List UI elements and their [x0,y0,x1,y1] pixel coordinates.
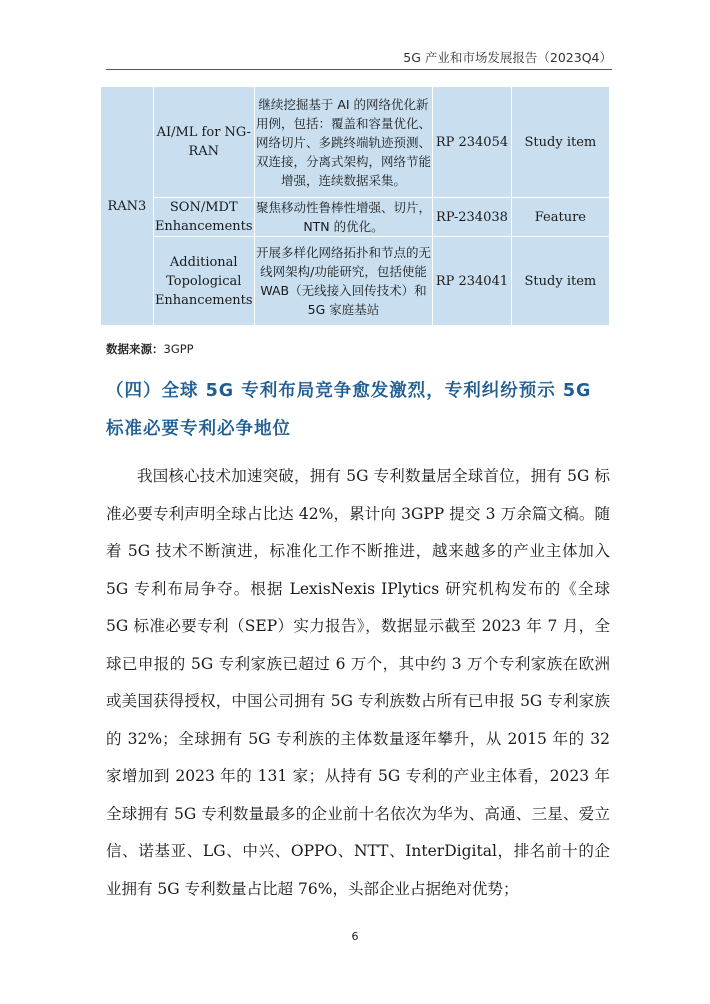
rp-number-cell: RP 234054 [433,87,512,198]
table-row [101,87,610,198]
item-name-cell: AI/ML for NG-RAN [153,87,254,198]
header-divider [106,69,612,70]
item-name-cell: SON/MDT Enhancements [153,198,254,237]
work-item-table [100,86,610,326]
rp-number-cell: RP 234041 [433,237,512,326]
body-paragraph: 我国核心技术加速突破，拥有 5G 专利数量居全球首位，拥有 5G 标准必要专利声明全球占比达 42%，累计向 3GPP 提交 3 万余篇文稿。随着 5G 技术不断演进，标准化工作不断推进，越来越多的产业主体加入 5G 专利布局争夺。根据 LexisNexis IPlytics 研究机构发布的《全球 5G 标准必要专利（SEP）实力报告》，数据显示截至 2023 年 7 月，全球已申报的 5G 专利家族已超过 6 万个，其中约 3 万个专利家族在欧洲或美国获得授权，中国公司拥有 5G 专利族数占所有已申报 5G 专利家族的 32%；全球拥有 5G 专利族的主体数量逐年攀升，从 2015 年的 32 家增加到 2023 年的 131 家；从持有 5G 专利的产业主体看，2023 年全球拥有 5G 专利数量最多的企业前十名依次为华为、高通、三星、爱立信、诺基亚、LG、中兴、OPPO、NTT、InterDigital，排名前十的企业拥有 5G 专利数量占比超 76%，头部企业占据绝对优势； [106,467,610,898]
rp-number-cell: RP-234038 [433,198,512,237]
status-cell: Study item [511,237,609,326]
source-label: 数据来源： [106,342,164,356]
item-name-cell: Additional Topological Enhancements [153,237,254,326]
page-number: 6 [351,930,359,943]
data-source-note [106,341,194,357]
status-cell: Study item [511,87,609,198]
source-value: 3GPP [163,342,194,356]
item-description-cell: 继续挖掘基于 AI 的网络优化新用例，包括：覆盖和容量优化、网络切片、多跳终端轨迹预测、双连接，分离式架构，网络节能增强，连续数据采集。 [254,87,432,198]
table-row [101,237,610,326]
table-row [101,198,610,237]
running-header: 5G 产业和市场发展报告（2023Q4） [403,50,612,65]
group-cell-ran3: RAN3 [101,87,154,326]
item-description-cell: 开展多样化网络拓扑和节点的无线网架构/功能研究，包括使能 WAB（无线接入回传技术）和 5G 家庭基站 [254,237,432,326]
status-cell: Feature [511,198,609,237]
section-heading: （四）全球 5G 专利布局竞争愈发激烈，专利纠纷预示 5G 标准必要专利必争地位 [106,381,592,439]
item-description-cell: 聚焦移动性鲁棒性增强、切片，NTN 的优化。 [254,198,432,237]
